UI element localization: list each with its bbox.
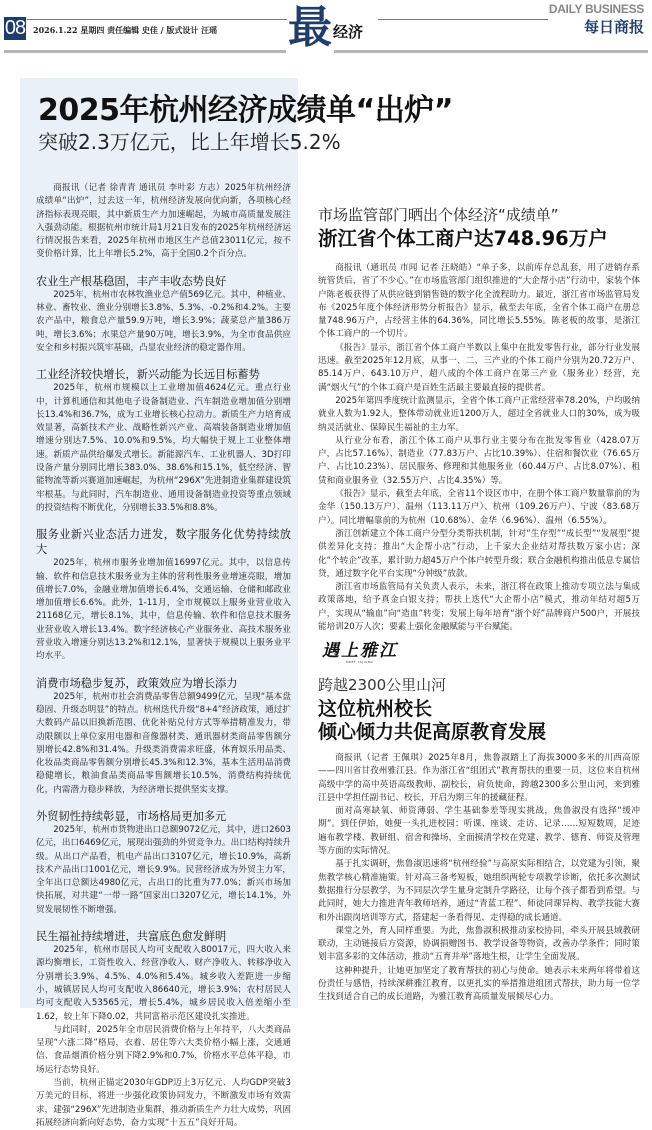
article-title: 浙江省个体工商户达748.96万户: [318, 227, 608, 250]
column-logo-sub: MEET YAJIANG: [346, 660, 374, 664]
paragraph: 2025年，杭州市社会消费品零售总额9499亿元，呈现“基本盘稳固、升级态明显”的特点。杭州迭代升级“8+4”经济政策，通过扩大数码产品以旧换新范围、优化补贴兑付方式等举措精准发力，带动限额以上单位家用电器和音像器材类、通讯器材类商品零售额分别增长42.8%和31.4%。升级类消费需求旺盛，体育娱乐用品类、化妆品类商品零售额分别增长45.3%和12.3%，基本生活用品消费稳健增长，粮油食品类商品零售额增长10.5%，消费结构持续优化，内需潜力稳步释放，为经济增长提供坚实支撑。: [36, 691, 291, 795]
brand-english: DAILY BUSINESS: [548, 2, 644, 16]
column-logo: 遇上雅江: [322, 641, 398, 661]
section-heading: 民生福祉持续增进，共富底色愈发鲜明: [36, 930, 227, 944]
paragraph: 2025年，杭州市居民人均可支配收入80017元，四大收入来源均衡增长，工资性收入、经营净收入、财产净收入、转移净收入分别增长3.9%、4.5%、4.0%和5.4%。城乡收入差距进一步缩小，城镇居民人均可支配收入86640元，增长3.9%；农村居民人均可支配收入53565元，增长5.4%，城乡居民收入倍差缩小至1.62，较上年下降0.02，共同富裕示范区建设扎实推进。: [36, 945, 291, 1022]
paragraph: 2025年第四季度统计监测显示，全省个体工商户正常经营率78.20%，户均吸纳就业人数为1.92人，整体带动就业近1200万人，超过全省就业人口的30%，成为吸纳灵活就业、保障民生福祉的主力军。: [318, 395, 640, 433]
section-heading: 服务业新兴业态活力迸发，数字服务化优势持续放大: [36, 528, 291, 557]
page-number: 08: [4, 17, 26, 39]
paragraph: 当前，杭州正锚定2030年GDP迈上3万亿元、人均GDP突破3万美元的目标，将进一步强化政策协同发力，不断激发市场有效需求，建强“296X”先进制造业集群，推动新质生产力壮大成势，巩固拓展经济向新向好态势，奋力实现“十五五”良好开局。: [36, 1078, 291, 1128]
article-subtitle: 突破2.3万亿元，比上年增长5.2%: [38, 130, 341, 154]
paragraph: 2025年，杭州市农林牧渔业总产值569亿元。其中，种植业、林业、畜牧业、渔业分别增长3.8%、5.3%、-0.2%和4.2%。主要农产品中，粮食总产量59.9万吨，增长3.9%；蔬菜总产量386万吨，增长3.6%；水果总产量90万吨，增长3.9%，为全市食品供应安全和乡村振兴筑牢基础，凸显农业经济的稳定器作用。: [36, 289, 291, 353]
paragraph: 这种种提升，让她更加坚定了教育帮扶的初心与使命。她表示未来两年将带着这份责任与感悟，持续深耕雅江教育，以更扎实的举措推进组团式帮扶，助力每一位学生找到适合自己的成长道路，为雅江教育高质量发展倾尽心力。: [318, 965, 640, 1003]
section-heading: 外贸韧性持续彰显，市场格局更加多元: [36, 809, 227, 823]
paragraph: 课堂之外，育人同样重要。为此，焦鲁淑积极推动家校协同，牵头开展县域教研联动，主动链接后方资源，协调捐赠图书、教学设备等物资，改善办学条件；同时策划丰富多彩的文体活动，推动“五育并举”落地生根，让学生全面发展。: [318, 925, 640, 963]
paragraph: 商报讯（通讯员 市闻 记者 汪晓皓）“单子多，以前库存总乱套，用了进销存系统管货后，省了不少心。”在市场监管部门组织推进的“大企帮小店”行动中，家装个体户陈老板获得了从供应链到销售链的数字化全流程助力。最近，浙江省市场监管局发布《2025年度个体经济形势分析报告》显示，截至去年底，全省个体工商户在册总量748.96万户，占经营主体的64.36%，同比增长5.55%。陈老板的故事，是浙江个体工商户的一个切片。: [318, 263, 640, 340]
paragraph: 2025年，杭州市规模以上工业增加值4624亿元。重点行业中，计算机通信和其他电子设备制造业、汽车制造业增加值分别增长13.4%和36.7%，成为工业增长核心拉动力。新质生产力培育成效显著，高新技术产业、战略性新兴产业、高端装备制造业增加值增速分别达7.5%、10.0%和9.5%，均大幅快于规上工业整体增速。新质产品供给爆发式增长。新能源汽车、工业机器人、3D打印设备产量分别同比增长383.0%、38.6%和15.1%，低空经济、智能物流等新兴赛道加速崛起，为杭州“296X”先进制造业集群建设筑牢根基。与此同时，汽车制造业、通用设备制造业投资等重点领域的投资结构不断优化，分别增长33.5%和8.8%。: [36, 383, 291, 513]
header-bar: [334, 50, 648, 53]
brand-chinese: 每日商报: [583, 18, 644, 36]
paragraph: 《报告》显示，截至去年底，全省11个设区市中，在册个体工商户数量靠前的为金华（150.13万户）、温州（113.11万户）、杭州（109.26万户）、宁波（83.68万户）。同比增幅靠前的为杭州（10.68%）、金华（6.96%）、温州（6.55%）。: [318, 489, 640, 526]
section-heading: 农业生产根基稳固，丰产丰收态势良好: [36, 274, 227, 288]
section-name: 经济: [333, 23, 364, 41]
dateline: 2026.1.22 星期四 责任编辑 史佳 / 版式设计 汪瑶: [33, 25, 218, 35]
paragraph: 面对高寒缺氧、师资薄弱、学生基础参差等现实挑战，焦鲁淑没有选择“缓冲期”。到任伊始，她便一头扎进校园：听课、座谈、走访、记录……短短数周，足迹遍布教学楼、教研组、宿舍和操场，全面摸清学校在党建、教学、德育、师资及管理等方面的实际情况。: [318, 806, 640, 857]
paragraph: 浙江创新建立个体工商户分型分类帮扶机制，针对“生存型”“成长型”“发展型”提供差异化支持；推出“大企帮小店”行动，上千家大企业结对帮扶数万家小店；深化“个转企”改革，累计助力超45万户个体户转型升级；联合金融机构推出低息专属信贷，通过数字化平台实现“分钟级”放款。: [318, 528, 640, 579]
section-heading: 消费市场稳步复苏，政策效应为增长添力: [36, 676, 238, 690]
paragraph: 与此同时，2025年全市居民消费价格与上年持平，八大类商品呈现“六涨二降”格局，衣着、居住等六大类价格小幅上涨，交通通信、食品烟酒价格分别下降2.9%和0.7%，价格水平总体平稳，市场运行态势良好。: [36, 1024, 291, 1075]
paragraph: 基于扎实调研，焦鲁淑迅速将“杭州经验”与高原实际相结合，以党建为引领，聚焦教学核心精准施策。针对高三备考短板，她组织两轮专项教学诊断，依托多次测试数据推行分层教学，为不同层次学生量身定制升学路径，让每个孩子都看到希望。与此同时，她大力推进青年教师培养，通过“青蓝工程”、师徒同课异构、教学技能大赛和外出跟岗培训等方式，搭建起一条看得见、走得稳的成长通道。: [318, 859, 640, 923]
lead-paragraph: 商报讯（记者 徐青青 通讯员 李叶彩 方志）2025年杭州经济成绩单“出炉”，过去这一年，杭州经济发展向优向新，各项核心经济指标表现亮眼，其中新质生产力加速崛起，为城市高质量发展注入强劲动能。根据杭州市统计局1月21日发布的2025年杭州经济运行情况报告来看，2025年杭州市地区生产总值23011亿元，按不变价格计算，比上年增长5.2%，高于全国0.2个百分点。: [36, 183, 291, 260]
article-kicker: 跨越2300公里山河: [318, 676, 447, 694]
paragraph: 浙江省市场监管局有关负责人表示，未来，浙江将在政策上推动专项立法与集成政策落地，给予真金白银支持；帮扶上迭代“大企帮小店”模式，推动年结对超5万户，实现从“输血”向“造血”转变；发展上每年培育“浙个好”品牌商户500户，开展技能培训20万人次；要素上强化金融赋能与平台赋能。: [318, 582, 640, 633]
article-body: [318, 262, 640, 634]
paragraph: 2025年，杭州市货物进出口总额9072亿元，其中，进口2603亿元，出口6469亿元，展现出强劲的外贸竞争力。出口结构持续升级。从出口产品看，机电产品出口3107亿元，增长10.9%，高新技术产品出口1001亿元，增长9.9%。民营经济成为外贸主力军，全年出口总额达4980亿元，占出口的比重为77.0%；新兴市场加快拓展，对共建“一带一路”国家出口3207亿元，增长14.1%，外贸发展韧性不断增强。: [36, 824, 291, 915]
header-rule: [27, 19, 287, 20]
header-bar: [4, 50, 286, 53]
article-title-line: 倾心倾力共促高原教育发展: [318, 721, 547, 743]
section-logo-char: 最: [288, 2, 332, 53]
section-heading: 工业经济较快增长，新兴动能为长远目标蓄势: [36, 368, 260, 382]
paragraph: 2025年，杭州市服务业增加值16997亿元。其中，以信息传输、软件和信息技术服务业为主体的营利性服务业增速亮眼，增加值增长7.0%，金融业增加值增长6.4%，交通运输、仓储和邮政业增加值增长6.6%。此外，1-11月，全市规模以上服务业营业收入21168亿元，增长8.1%，其中，信息传输、软件和信息技术服务业营业收入增长13.4%。数字经济核心产业服务业、高技术服务业营业收入增速分别达13.2%和12.1%，显著快于规模以上服务业平均水平。: [36, 558, 291, 662]
article-kicker: 市场监管部门晒出个体经济“成绩单”: [318, 206, 559, 224]
article-title: 2025年杭州经济成绩单“出炉”: [38, 93, 453, 128]
paragraph: 从行业分布看，浙江个体工商户从事行业主要分布在批发零售业（428.07万户，占比57.16%）、制造业（77.83万户、占比10.39%）、住宿和餐饮业（76.65万户、占比10.23%）、居民服务、修理和其他服务业（60.44万户、占比8.07%）、租赁和商业服务业（32.55万户、占比4.35%）等。: [318, 435, 640, 486]
article-body: [318, 752, 640, 1005]
paragraph: 商报讯（记者 王佩琪）2025年8月，焦鲁淑踏上了海拔3000多米的川西高原——四川省甘孜州雅江县。作为浙江省“组团式”教育帮扶的重要一员，这位来自杭州高级中学的高中英语高级教师、副校长，肩负使命，跨越2300多公里山河，来到雅江县中学担任副书记、校长，开启为期三年的援藏征程。: [318, 753, 640, 803]
paragraph: 《报告》显示，浙江省个体工商户半数以上集中在批发零售行业，部分行业发展迅速。截至2025年12月底，从事一、二、三产业的个体工商户分别为20.72万户、85.14万户、643.10万户，超八成的个体工商户在第三产业（服务业）经营，充满“烟火气”的个体工商户是百姓生活最主要最直接的提供者。: [318, 342, 640, 393]
article-body: [36, 182, 291, 1130]
article-title-line: 这位杭州校长: [318, 698, 433, 720]
header-rule: [378, 19, 548, 20]
